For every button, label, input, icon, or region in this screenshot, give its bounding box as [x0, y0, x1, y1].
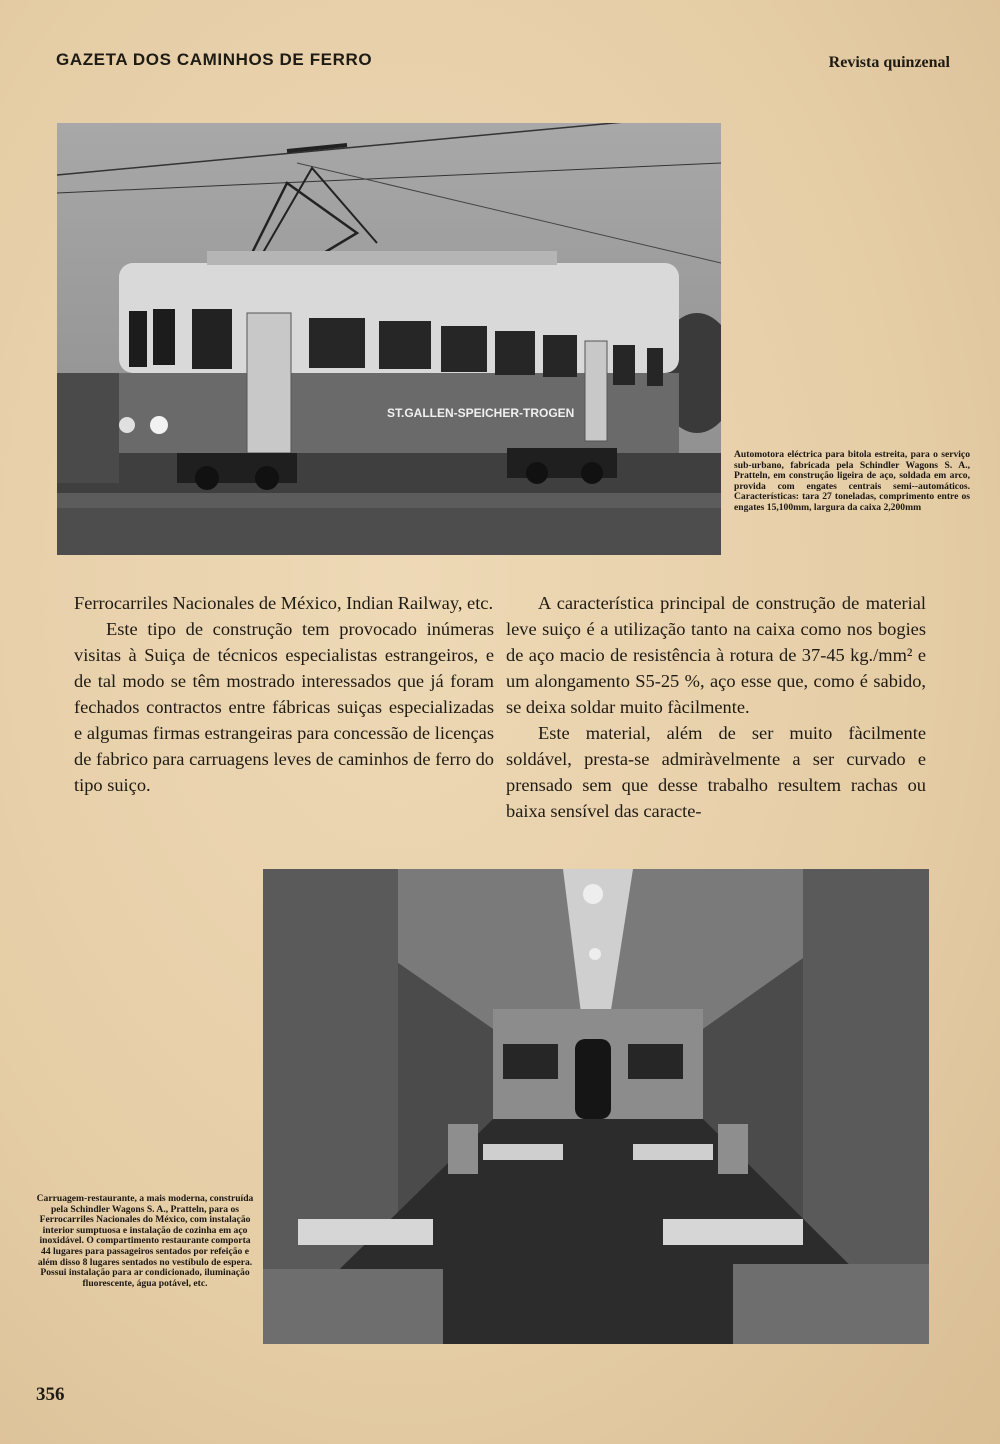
paragraph: Este material, além de ser muito fàcilmente soldável, presta-se admiràvelmente a ser curvado e prensado sem que desse trabalho resultem rachas ou baixa sensível das caracte- [506, 723, 926, 821]
paragraph: Ferrocarriles Nacionales de México, Indian Railway, etc. [74, 593, 494, 613]
tram-photo-caption: Automotora eléctrica para bitola estreita, para o serviço sub-urbano, fabricada pela Schindler Wagons S. A., Pratteln, em construção ligeira de aço, soldada em arco, provida com engates centrais semi--automáticos. Características: tara 27 toneladas, comprimento entre os engates 15,100mm, largura da caixa 2,200mm [734, 449, 970, 513]
page-number: 356 [36, 1384, 65, 1405]
dining-car-photo-caption: Carruagem-restaurante, a mais moderna, construída pela Schindler Wagons S. A., Pratteln, para os Ferrocarriles Nacionales do México, com instalação interior sumptuosa e instalação de cozinha em aço inoxidável. O compartimento restaurante comporta 44 lugares para passageiros sentados por refeição e além disso 8 lugares sentados no vestíbulo de espera. Possui instalação para ar condicionado, iluminação fluorescente, água potável, etc. [36, 1193, 254, 1289]
tram-photo [57, 123, 721, 555]
tram-lettering: ST.GALLEN-SPEICHER-TROGEN [387, 406, 575, 420]
article-right-column [506, 590, 926, 824]
dining-car-photo [263, 869, 929, 1344]
paragraph: Este tipo de construção tem provocado inúmeras visitas à Suiça de técnicos especialistas estrangeiros, e de tal modo se têm mostrado interessados que já foram fechados contractos entre fábricas suiças especializadas e algumas firmas estrangeiras para concessão de licenças de fabrico para carruagens leves de caminhos de ferro do tipo suiço. [74, 619, 494, 795]
article-left-column [74, 590, 494, 798]
paragraph: A característica principal de construção de material leve suiço é a utilização tanto na caixa como nos bogies de aço macio de resistência à rotura de 37-45 kg./mm² e um alongamento S5-25 %, aço esse que, como é sabido, se deixa soldar muito fàcilmente. [506, 593, 926, 717]
journal-title: GAZETA DOS CAMINHOS DE FERRO [56, 50, 373, 69]
journal-subtitle: Revista quinzenal [828, 54, 950, 71]
